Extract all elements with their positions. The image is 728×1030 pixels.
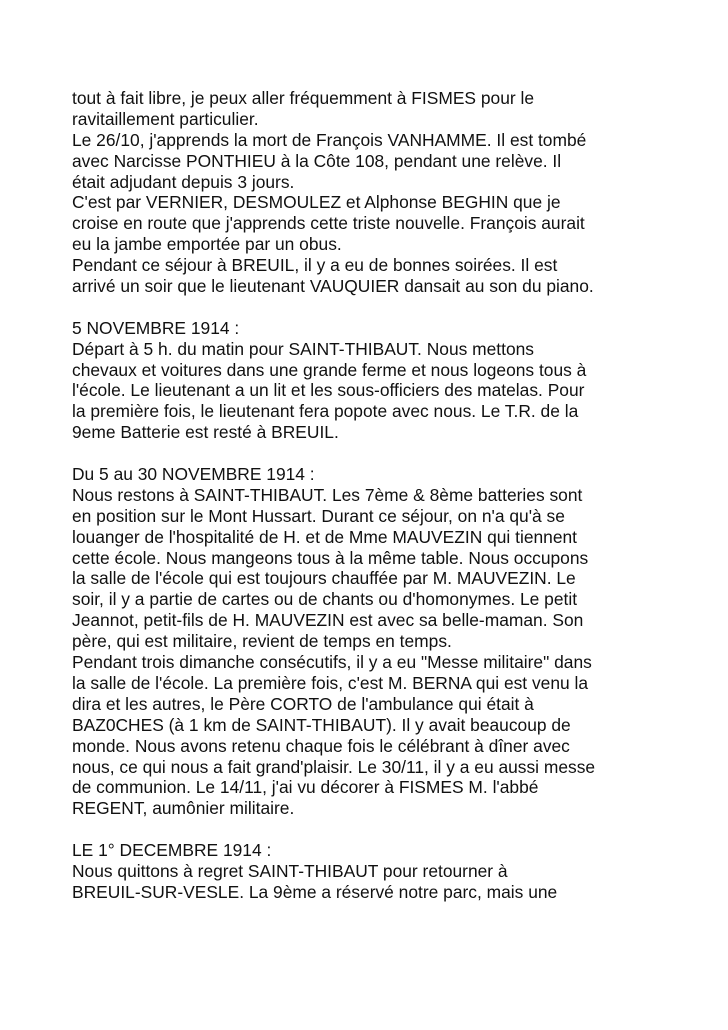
- document-text: [72, 88, 692, 903]
- paragraph-fismes: [72, 88, 692, 130]
- text-line: avec Narcisse PONTHIEU à la Côte 108, pendant une relève. Il: [72, 150, 562, 171]
- paragraph-vernier: [72, 192, 692, 255]
- text-line: ravitaillement particulier.: [72, 108, 259, 129]
- text-line: arrivé un soir que le lieutenant VAUQUIER dansait au son du piano.: [72, 276, 594, 297]
- text-line: nous, ce qui nous a fait grand'plaisir. Le 30/11, il y a eu aussi messe: [72, 756, 596, 777]
- text-line: 5 NOVEMBRE 1914 :: [72, 317, 240, 338]
- paragraph-messe-militaire: [72, 652, 692, 819]
- text-line: père, qui est militaire, revient de temps en temps.: [72, 631, 452, 652]
- text-line: BAZ0CHES (à 1 km de SAINT-THIBAUT). Il y avait beaucoup de: [72, 714, 571, 735]
- text-line: était adjudant depuis 3 jours.: [72, 171, 295, 192]
- text-line: 9eme Batterie est resté à BREUIL.: [72, 422, 339, 443]
- text-line: Le 26/10, j'apprends la mort de François VANHAMME. Il est tombé: [72, 129, 587, 150]
- text-line: la salle de l'école qui est toujours chauffée par M. MAUVEZIN. Le: [72, 568, 576, 589]
- text-line: la salle de l'école. La première fois, c'est M. BERNA qui est venu la: [72, 672, 589, 693]
- text-line: LE 1° DECEMBRE 1914 :: [72, 840, 272, 861]
- heading-5-au-30-novembre: [72, 464, 692, 485]
- text-line: l'école. Le lieutenant a un lit et les sous-officiers des matelas. Pour: [72, 380, 585, 401]
- text-line: soir, il y a partie de cartes ou de chants ou d'homonymes. Le petit: [72, 589, 578, 610]
- text-line: C'est par VERNIER, DESMOULEZ et Alphonse BEGHIN que je: [72, 192, 561, 213]
- text-line: la première fois, le lieutenant fera popote avec nous. Le T.R. de la: [72, 401, 579, 422]
- paragraph-saint-thibaut-depart: [72, 339, 692, 443]
- text-line: chevaux et voitures dans une grande ferme et nous logeons tous à: [72, 359, 587, 380]
- text-line: Départ à 5 h. du matin pour SAINT-THIBAUT. Nous mettons: [72, 338, 535, 359]
- heading-1-decembre: [72, 840, 692, 861]
- text-line: Du 5 au 30 NOVEMBRE 1914 :: [72, 464, 315, 485]
- paragraph-gap: [72, 819, 692, 840]
- text-line: Nous restons à SAINT-THIBAUT. Les 7ème & 8ème batteries sont: [72, 484, 583, 505]
- text-line: BREUIL-SUR-VESLE. La 9ème a réservé notre parc, mais une: [72, 881, 558, 902]
- text-line: Nous quittons à regret SAINT-THIBAUT pour retourner à: [72, 860, 508, 881]
- paragraph-vanhamme: [72, 130, 692, 193]
- text-line: REGENT, aumônier militaire.: [72, 798, 295, 819]
- text-line: dira et les autres, le Père CORTO de l'ambulance qui était à: [72, 693, 534, 714]
- paragraph-breuil-sur-vesle: [72, 861, 692, 903]
- text-line: en position sur le Mont Hussart. Durant ce séjour, on n'a qu'à se: [72, 505, 565, 526]
- text-line: croise en route que j'apprends cette triste nouvelle. François aurait: [72, 213, 585, 234]
- paragraph-breuil-soirees: [72, 255, 692, 297]
- text-line: Jeannot, petit-fils de H. MAUVEZIN est avec sa belle-maman. Son: [72, 610, 584, 631]
- text-line: de communion. Le 14/11, j'ai vu décorer à FISMES M. l'abbé: [72, 777, 539, 798]
- text-line: Pendant ce séjour à BREUIL, il y a eu de bonnes soirées. Il est: [72, 255, 558, 276]
- text-line: louanger de l'hospitalité de H. et de Mme MAUVEZIN qui tiennent: [72, 526, 578, 547]
- text-line: monde. Nous avons retenu chaque fois le célébrant à dîner avec: [72, 735, 570, 756]
- paragraph-mont-hussart: [72, 485, 692, 652]
- text-line: eu la jambe emportée par un obus.: [72, 234, 342, 255]
- paragraph-gap: [72, 297, 692, 318]
- text-line: tout à fait libre, je peux aller fréquemment à FISMES pour le: [72, 88, 535, 108]
- text-line: cette école. Nous mangeons tous à la même table. Nous occupons: [72, 547, 589, 568]
- heading-5-novembre: [72, 318, 692, 339]
- text-line: Pendant trois dimanche consécutifs, il y a eu "Messe militaire" dans: [72, 652, 592, 673]
- paragraph-gap: [72, 443, 692, 464]
